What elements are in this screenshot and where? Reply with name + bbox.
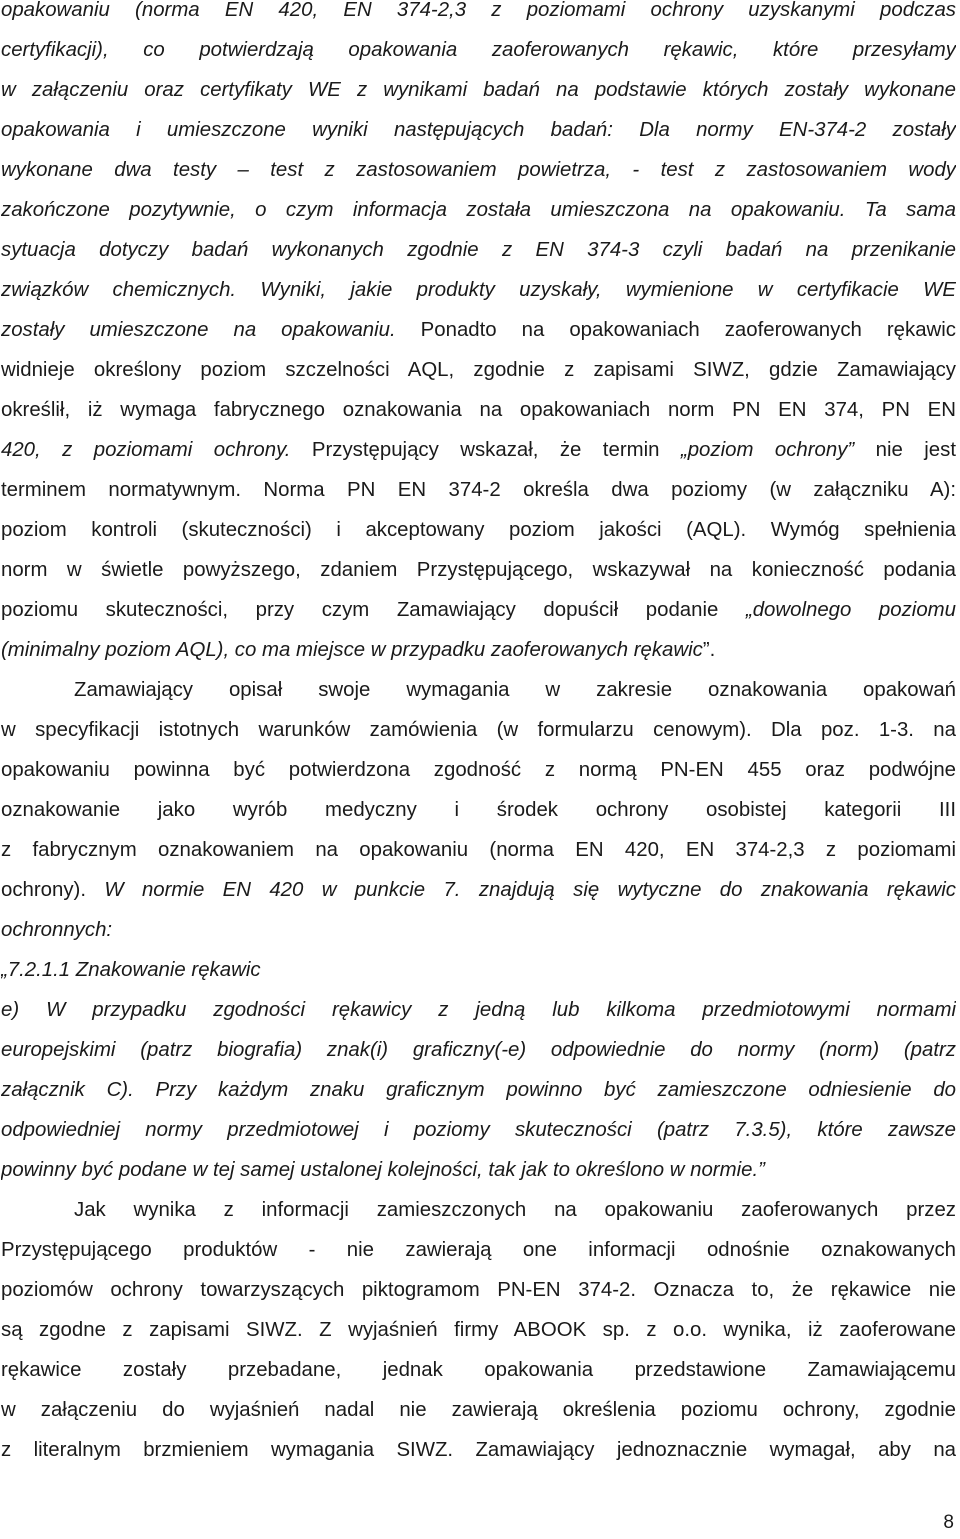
text-segment: związków chemicznych. Wyniki, jakie produkty uzyskały, wymienione w certyfikacie WE (1, 279, 956, 301)
text-segment: zakończone pozytywnie, o czym informacja została umieszczona na opakowaniu. (1, 199, 846, 221)
text-segment: powinny być podane w tej samej ustalonej kolejności, tak jak to określono w normie.” (1, 1159, 765, 1181)
text-line (1, 1150, 956, 1190)
text-line (1, 1270, 956, 1310)
text-segment: opakowania i umieszczone wyniki następujących badań: Dla normy EN-374-2 zostały (1, 119, 956, 141)
text-segment: 420, z poziomami ochrony. (1, 439, 291, 461)
text-segment: są zgodne z zapisami SIWZ. Z wyjaśnień firmy ABOOK sp. z o.o. wynika, iż zaoferowane (1, 1319, 956, 1341)
text-segment: Ponadto na opakowaniach zaoferowanych rękawic (395, 319, 956, 341)
text-segment: Przystępującego produktów - nie zawierają one informacji odnośnie oznakowanych (1, 1239, 956, 1261)
text-line (1, 430, 956, 470)
text-line (1, 1310, 956, 1350)
text-segment: w specyfikacji istotnych warunków zamówienia (w formularzu cenowym). Dla poz. 1-3. na (1, 719, 956, 741)
text-segment: załącznik C). Przy każdym znaku graficznym powinno być zamieszczone odniesienie do (1, 1079, 956, 1101)
text-segment: (minimalny poziom AQL), co ma miejsce w przypadku zaoferowanych rękawic (1, 639, 703, 661)
text-line (1, 630, 956, 670)
text-segment: W normie EN 420 w punkcie 7. znajdują się wytyczne do znakowania rękawic (104, 879, 956, 901)
text-line (1, 350, 956, 390)
text-line (1, 270, 956, 310)
text-segment: „poziom ochrony” (680, 439, 855, 461)
text-segment: poziomów ochrony towarzyszących piktogramom PN-EN 374-2. Oznacza to, że rękawice nie (1, 1279, 956, 1301)
text-line (1, 670, 956, 710)
text-line (1, 310, 956, 350)
text-segment: odpowiedniej normy przedmiotowej i poziomy skuteczności (patrz 7.3.5), które zawsze (1, 1119, 956, 1141)
text-line (1, 550, 956, 590)
page-number: 8 (943, 1512, 954, 1533)
text-segment: Ta sama (864, 199, 956, 221)
text-line (1, 510, 956, 550)
text-line (1, 1350, 956, 1390)
text-line (1, 30, 956, 70)
text-line (1, 1110, 956, 1150)
text-segment: w załączeniu do wyjaśnień nadal nie zawierają określenia poziomu ochrony, zgodnie (1, 1399, 956, 1421)
text-segment: poziom kontroli (skuteczności) i akceptowany poziom jakości (AQL). Wymóg spełnienia (1, 519, 956, 541)
text-line (1, 590, 956, 630)
text-line (1, 390, 956, 430)
text-line (1, 230, 956, 270)
text-line (1, 870, 956, 910)
body-text (1, 0, 956, 1470)
text-line (1, 150, 956, 190)
text-line (1, 1030, 956, 1070)
text-line (1, 910, 956, 950)
text-segment: opakowaniu (norma EN 420, EN 374-2,3 z poziomami ochrony uzyskanymi podczas (1, 0, 956, 21)
text-segment: w załączeniu oraz certyfikaty WE z wynikami badań na podstawie których zostały wykonane (1, 79, 956, 101)
text-line (1, 1190, 956, 1230)
text-line (1, 470, 956, 510)
text-segment: z literalnym brzmieniem wymagania SIWZ. Zamawiający jednoznacznie wymagał, aby na (1, 1439, 956, 1461)
text-line (1, 750, 956, 790)
text-segment: określił, iż wymaga fabrycznego oznakowania na opakowaniach norm PN EN 374, PN EN (1, 399, 956, 421)
text-line (1, 110, 956, 150)
text-line (1, 70, 956, 110)
text-line (1, 990, 956, 1030)
text-segment: oznakowanie jako wyrób medyczny i środek ochrony osobistej kategorii III (1, 799, 956, 821)
text-segment: Przystępujący wskazał, że termin (290, 439, 681, 461)
text-segment: certyfikacji), co potwierdzają opakowania zaoferowanych rękawic, które przesyłamy (1, 39, 956, 61)
text-line (1, 0, 956, 30)
text-segment: norm w świetle powyższego, zdaniem Przystępującego, wskazywał na konieczność podania (1, 559, 956, 581)
text-segment: europejskimi (patrz biografia) znak(i) graficzny(-e) odpowiednie do normy (norm) (patrz (1, 1039, 956, 1061)
text-segment: nie jest (854, 439, 956, 461)
text-segment: opakowaniu powinna być potwierdzona zgodność z normą PN-EN 455 oraz podwójne (1, 759, 956, 781)
text-segment: „dowolnego poziomu (745, 599, 956, 621)
text-line (1, 1070, 956, 1110)
text-segment: rękawice zostały przebadane, jednak opakowania przedstawione Zamawiającemu (1, 1359, 956, 1381)
text-line (1, 1430, 956, 1470)
text-segment: „7.2.1.1 Znakowanie rękawic (1, 959, 261, 981)
text-segment: z fabrycznym oznakowaniem na opakowaniu (norma EN 420, EN 374-2,3 z poziomami (1, 839, 956, 861)
text-segment: e) W przypadku zgodności rękawicy z jedną lub kilkoma przedmiotowymi normami (1, 999, 956, 1021)
text-segment: terminem normatywnym. Norma PN EN 374-2 określa dwa poziomy (w załączniku A): (1, 479, 956, 501)
text-segment: Zamawiający opisał swoje wymagania w zakresie oznakowania opakowań (74, 679, 956, 701)
text-segment: ochronnych: (1, 919, 113, 941)
text-line (1, 790, 956, 830)
text-segment: ochrony). (1, 879, 105, 901)
text-segment: zostały umieszczone na opakowaniu. (1, 319, 396, 341)
text-segment: wykonane dwa testy – test z zastosowaniem powietrza, - test z zastosowaniem wody (1, 159, 956, 181)
text-line (1, 1390, 956, 1430)
text-line (1, 190, 956, 230)
text-segment: Jak wynika z informacji zamieszczonych na opakowaniu zaoferowanych przez (74, 1199, 956, 1221)
text-line (1, 1230, 956, 1270)
text-line (1, 950, 956, 990)
text-segment: widnieje określony poziom szczelności AQL, zgodnie z zapisami SIWZ, gdzie Zamawiający (1, 359, 956, 381)
text-segment: ”. (702, 639, 716, 661)
text-line (1, 830, 956, 870)
text-segment: poziomu skuteczności, przy czym Zamawiający dopuścił podanie (1, 599, 746, 621)
text-segment: sytuacja dotyczy badań wykonanych zgodnie z EN 374-3 czyli badań na przenikanie (1, 239, 956, 261)
text-line (1, 710, 956, 750)
